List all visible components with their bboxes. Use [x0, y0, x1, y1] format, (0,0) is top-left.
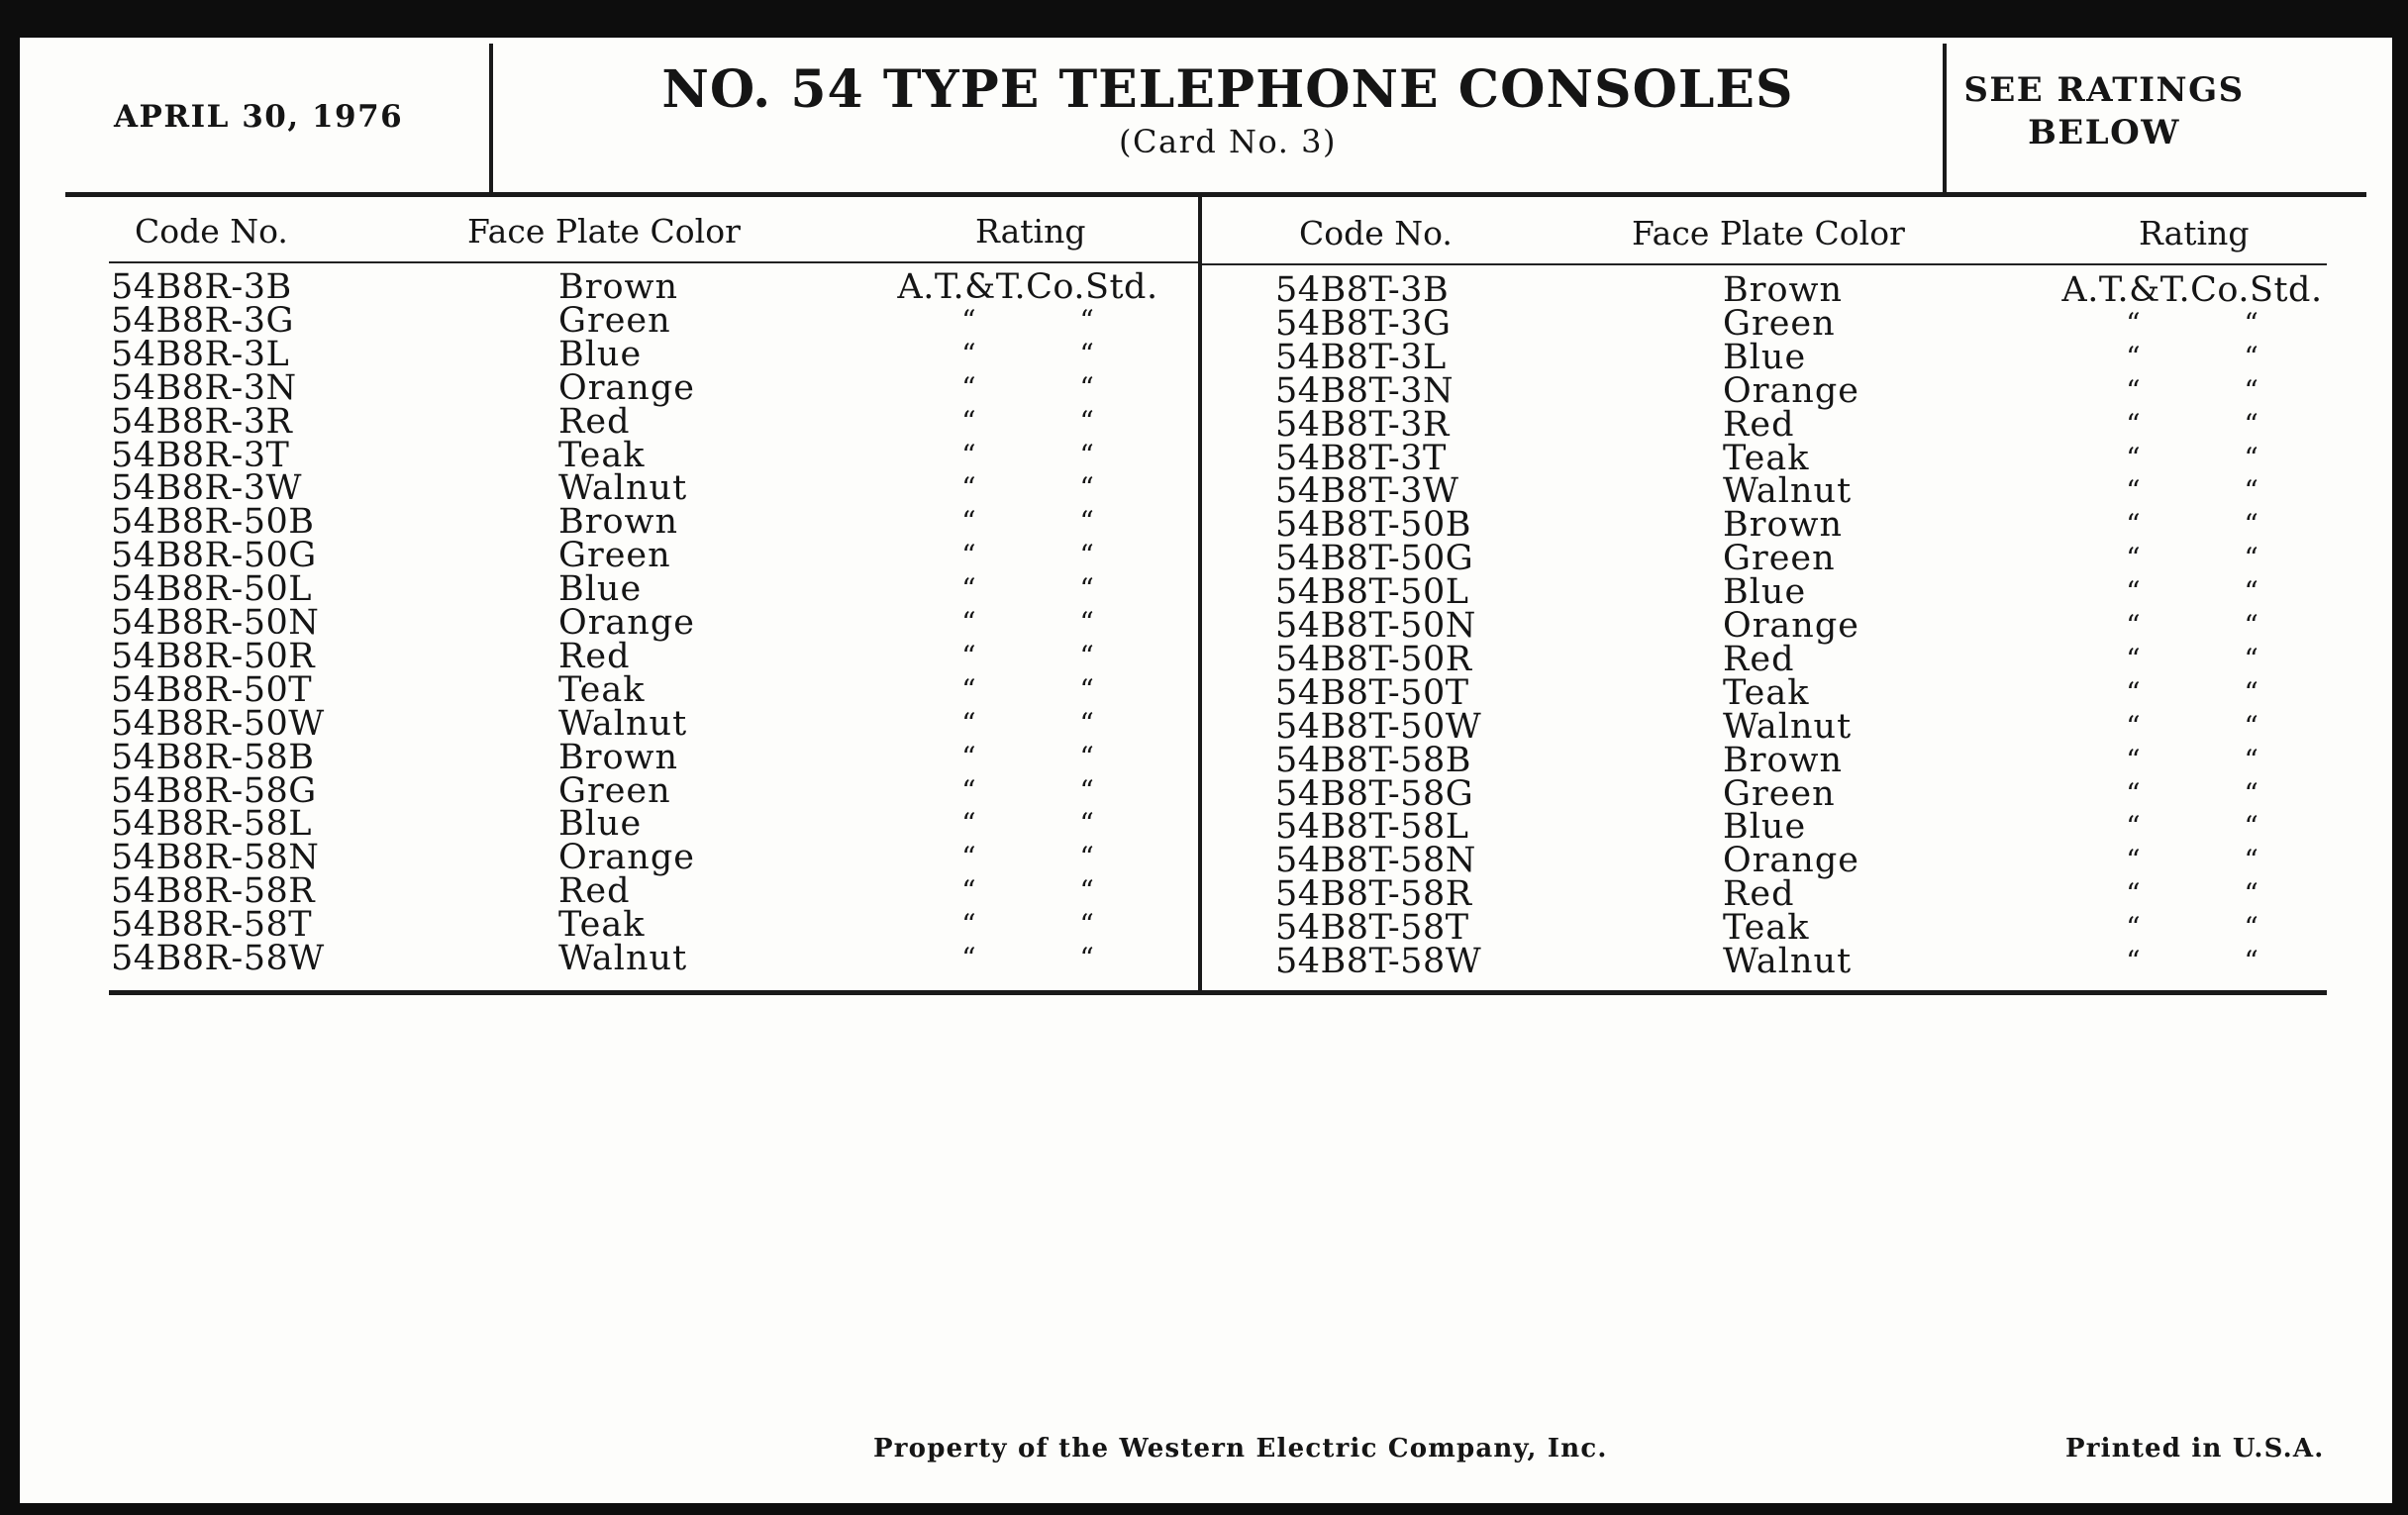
- table-cell-code: 54B8T-3T: [1275, 438, 1447, 478]
- table-cell-color: Teak: [1723, 908, 1810, 949]
- table-cell-rating: A.T.&T.Co.Std.: [897, 267, 1158, 307]
- table-cell-code: 54B8T-50G: [1275, 539, 1474, 579]
- table-cell-code: 54B8T-58W: [1275, 942, 1482, 981]
- table-cell-code: 54B8R-3B: [111, 267, 292, 307]
- table-cell-code: 54B8T-3G: [1275, 303, 1452, 344]
- table-cell-color: Teak: [558, 905, 646, 946]
- table-cell-color: Brown: [558, 737, 679, 777]
- card-date: APRIL 30, 1976: [114, 99, 404, 135]
- table-cell-rating-ditto: “ “: [961, 539, 1094, 572]
- table-cell-code: 54B8R-3L: [111, 334, 290, 374]
- right-header-rating: Rating: [2139, 214, 2250, 252]
- table-cell-rating-ditto: “ “: [961, 841, 1094, 874]
- page-title: NO. 54 TYPE TELEPHONE CONSOLES: [661, 59, 1794, 120]
- table-cell-color: Teak: [558, 435, 646, 475]
- table-cell-code: 54B8R-3R: [111, 401, 293, 442]
- table-cell-rating-ditto: “ “: [961, 942, 1094, 974]
- table-cell-code: 54B8R-50G: [111, 536, 317, 576]
- table-cell-code: 54B8T-3R: [1275, 404, 1450, 445]
- table-cell-rating-ditto: “ “: [2126, 675, 2258, 709]
- table-cell-code: 54B8T-58T: [1275, 908, 1469, 949]
- table-cell-rating-ditto: “ “: [2126, 373, 2258, 407]
- table-cell-code: 54B8T-58R: [1275, 874, 1472, 915]
- table-cell-rating-ditto: “ “: [961, 639, 1094, 672]
- table-cell-color: Walnut: [558, 939, 688, 978]
- left-header-code: Code No.: [135, 212, 288, 251]
- table-cell-rating-ditto: “ “: [2126, 474, 2258, 508]
- table-cell-rating-ditto: “ “: [961, 303, 1094, 337]
- table-cell-color: Blue: [558, 804, 643, 845]
- table-cell-color: Red: [558, 871, 631, 912]
- table-cell-code: 54B8T-50R: [1275, 639, 1472, 679]
- table-cell-color: Orange: [558, 838, 695, 878]
- table-cell-rating-ditto: “ “: [2126, 306, 2258, 340]
- table-cell-rating-ditto: “ “: [961, 706, 1094, 740]
- table-cell-rating-ditto: “ “: [961, 404, 1094, 438]
- catalog-card: [20, 38, 2392, 1503]
- table-cell-rating-ditto: “ “: [961, 572, 1094, 606]
- header-divider-left: [489, 44, 493, 192]
- table-cell-color: Blue: [558, 569, 643, 610]
- table-cell-rating-ditto: “ “: [961, 740, 1094, 773]
- table-cell-color: Red: [558, 636, 631, 676]
- table-cell-rating-ditto: “ “: [2126, 609, 2258, 642]
- table-cell-color: Orange: [1723, 841, 1859, 881]
- table-cell-code: 54B8R-3W: [111, 468, 302, 509]
- table-cell-color: Green: [558, 536, 671, 576]
- table-cell-code: 54B8T-58N: [1275, 841, 1476, 881]
- table-cell-rating-ditto: “ “: [2126, 508, 2258, 542]
- footer-property: Property of the Western Electric Company, Inc.: [873, 1434, 1608, 1464]
- table-cell-color: Blue: [1723, 572, 1807, 613]
- table-cell-rating-ditto: “ “: [2126, 575, 2258, 609]
- table-cell-rating-ditto: “ “: [2126, 945, 2258, 977]
- left-header-rule: [109, 261, 1200, 263]
- table-cell-rating-ditto: “ “: [961, 505, 1094, 539]
- table-cell-color: Green: [558, 770, 671, 811]
- table-cell-color: Walnut: [558, 703, 688, 744]
- table-cell-rating-ditto: “ “: [961, 807, 1094, 841]
- table-cell-rating-ditto: “ “: [2126, 709, 2258, 743]
- table-cell-color: Walnut: [558, 468, 688, 509]
- table-cell-rating-ditto: “ “: [961, 606, 1094, 639]
- table-cell-code: 54B8R-3G: [111, 300, 294, 341]
- table-cell-code: 54B8R-58B: [111, 737, 315, 777]
- footer-printed: Printed in U.S.A.: [2065, 1434, 2325, 1464]
- table-cell-code: 54B8R-58R: [111, 871, 316, 912]
- table-cell-color: Brown: [1723, 740, 1844, 780]
- table-cell-color: Brown: [1723, 270, 1844, 310]
- table-cell-color: Walnut: [1723, 471, 1853, 512]
- table-cell-rating-ditto: “ “: [961, 370, 1094, 404]
- table-cell-color: Orange: [1723, 606, 1859, 646]
- table-cell-color: Red: [1723, 404, 1795, 445]
- left-header-rating: Rating: [975, 212, 1086, 251]
- table-cell-code: 54B8R-50L: [111, 569, 312, 610]
- table-cell-code: 54B8R-58N: [111, 838, 320, 878]
- table-cell-color: Red: [1723, 639, 1795, 679]
- table-cell-code: 54B8T-50L: [1275, 572, 1469, 613]
- card-number: (Card No. 3): [1119, 123, 1337, 160]
- table-cell-color: Red: [558, 401, 631, 442]
- table-cell-rating-ditto: “ “: [961, 337, 1094, 370]
- table-cell-code: 54B8T-3W: [1275, 471, 1459, 512]
- table-cell-rating-ditto: “ “: [2126, 542, 2258, 575]
- table-cell-code: 54B8T-3B: [1275, 270, 1450, 310]
- header-divider-right: [1943, 44, 1947, 192]
- left-header-color: Face Plate Color: [467, 212, 741, 251]
- table-cell-color: Green: [1723, 539, 1836, 579]
- table-cell-rating-ditto: “ “: [2126, 844, 2258, 877]
- table-cell-color: Walnut: [1723, 706, 1853, 747]
- table-cell-rating-ditto: “ “: [2126, 810, 2258, 844]
- table-cell-rating-ditto: “ “: [961, 874, 1094, 908]
- table-cell-rating-ditto: “ “: [2126, 642, 2258, 675]
- table-cell-code: 54B8T-50W: [1275, 706, 1482, 747]
- table-cell-color: Brown: [558, 267, 679, 307]
- table-cell-rating-ditto: “ “: [961, 672, 1094, 706]
- table-cell-rating-ditto: “ “: [2126, 877, 2258, 911]
- table-cell-code: 54B8R-50B: [111, 502, 315, 543]
- table-cell-color: Green: [558, 300, 671, 341]
- ratings-note: SEE RATINGS BELOW: [1963, 70, 2245, 152]
- table-cell-color: Brown: [558, 502, 679, 543]
- table-cell-rating-ditto: “ “: [2126, 776, 2258, 810]
- table-cell-code: 54B8R-3T: [111, 435, 290, 475]
- table-cell-code: 54B8R-50N: [111, 603, 320, 643]
- table-cell-code: 54B8T-3L: [1275, 337, 1447, 377]
- table-cell-color: Blue: [558, 334, 643, 374]
- table-cell-color: Teak: [1723, 672, 1810, 713]
- table-cell-rating-ditto: “ “: [2126, 743, 2258, 776]
- table-cell-code: 54B8T-58G: [1275, 773, 1474, 814]
- table-cell-color: Brown: [1723, 505, 1844, 546]
- table-cell-code: 54B8T-50N: [1275, 606, 1476, 646]
- table-center-divider: [1198, 196, 1202, 994]
- table-cell-color: Orange: [558, 603, 695, 643]
- table-cell-rating-ditto: “ “: [2126, 911, 2258, 945]
- table-cell-code: 54B8T-3N: [1275, 370, 1455, 411]
- table-cell-color: Teak: [1723, 438, 1810, 478]
- table-cell-code: 54B8T-58B: [1275, 740, 1471, 780]
- table-cell-code: 54B8R-58T: [111, 905, 313, 946]
- table-cell-color: Teak: [558, 669, 646, 710]
- table-cell-rating-ditto: “ “: [961, 471, 1094, 505]
- table-cell-color: Blue: [1723, 807, 1807, 848]
- header-rule: [65, 192, 2366, 197]
- table-cell-code: 54B8R-3N: [111, 367, 297, 408]
- table-cell-color: Red: [1723, 874, 1795, 915]
- table-cell-rating-ditto: “ “: [961, 438, 1094, 471]
- table-cell-color: Walnut: [1723, 942, 1853, 981]
- table-cell-color: Green: [1723, 773, 1836, 814]
- right-bottom-rule: [1198, 990, 2327, 995]
- table-cell-code: 54B8T-50T: [1275, 672, 1469, 713]
- table-cell-rating: A.T.&T.Co.Std.: [2061, 270, 2323, 310]
- table-cell-color: Orange: [1723, 370, 1859, 411]
- table-cell-rating-ditto: “ “: [2126, 340, 2258, 373]
- table-cell-rating-ditto: “ “: [2126, 441, 2258, 474]
- table-cell-code: 54B8R-58G: [111, 770, 317, 811]
- right-header-rule: [1202, 263, 2327, 265]
- table-cell-rating-ditto: “ “: [2126, 407, 2258, 441]
- table-cell-code: 54B8R-58L: [111, 804, 312, 845]
- right-header-color: Face Plate Color: [1632, 214, 1905, 252]
- table-cell-code: 54B8R-50T: [111, 669, 313, 710]
- table-cell-code: 54B8R-50W: [111, 703, 325, 744]
- table-cell-rating-ditto: “ “: [961, 908, 1094, 942]
- table-cell-code: 54B8T-50B: [1275, 505, 1471, 546]
- table-cell-code: 54B8R-58W: [111, 939, 325, 978]
- table-cell-color: Orange: [558, 367, 695, 408]
- left-bottom-rule: [109, 990, 1200, 995]
- table-cell-rating-ditto: “ “: [961, 773, 1094, 807]
- table-cell-code: 54B8T-58L: [1275, 807, 1469, 848]
- right-header-code: Code No.: [1299, 214, 1453, 252]
- table-cell-color: Blue: [1723, 337, 1807, 377]
- table-cell-color: Green: [1723, 303, 1836, 344]
- table-cell-code: 54B8R-50R: [111, 636, 316, 676]
